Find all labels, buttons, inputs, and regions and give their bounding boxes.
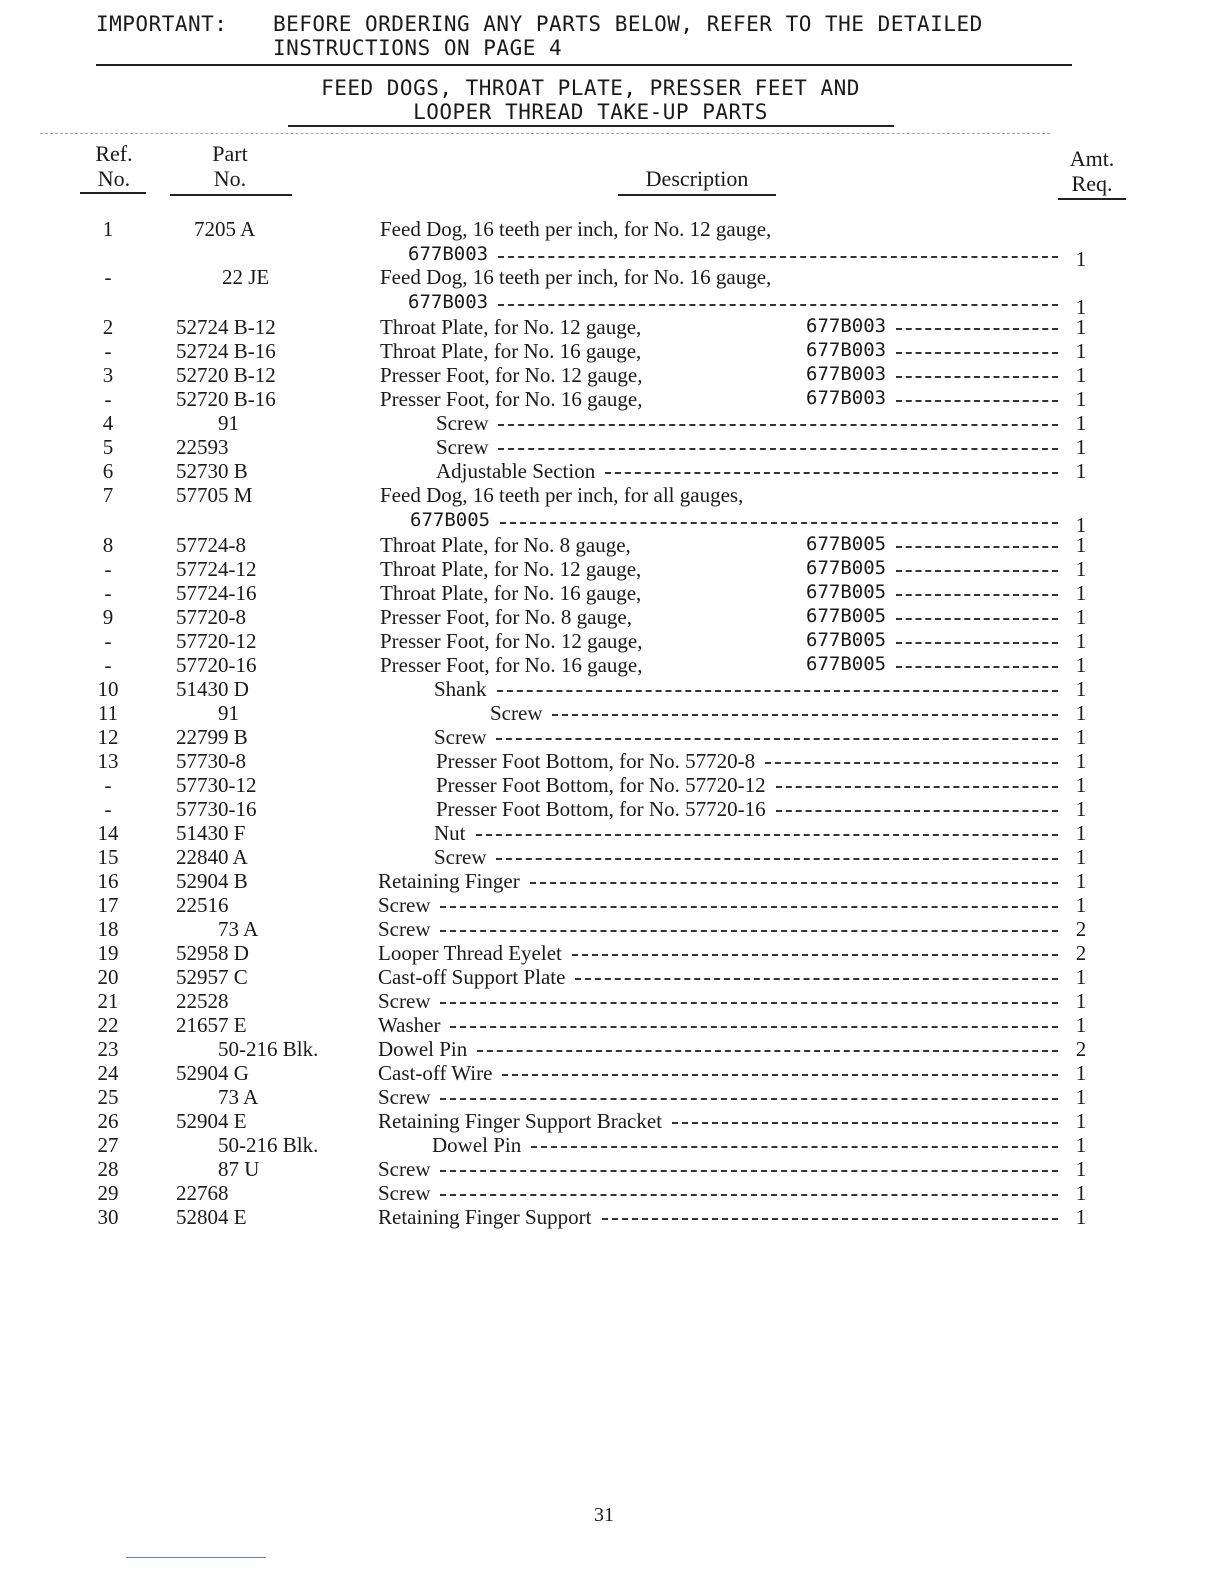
part-number: 52730 B [176,459,248,483]
important-label: IMPORTANT: [96,12,228,36]
description: Cast-off Support Plate [378,965,566,989]
amount-required: 1 [1075,1181,1087,1205]
dot-leader [496,845,1058,869]
amount-required: 1 [1075,1013,1087,1037]
dot-leader [497,677,1058,701]
ref-number: 3 [102,363,114,387]
drawing-code: 677B005 [806,557,887,579]
drawing-code: 677B005 [806,605,887,627]
description: Dowel Pin [378,1037,468,1061]
description: Dowel Pin [432,1133,522,1157]
dot-leader [500,509,1058,533]
table-row [0,315,1224,339]
amount-required: 1 [1075,1109,1087,1133]
amount-required: 1 [1075,363,1087,387]
ref-number: - [104,339,112,363]
part-number: 51430 D [176,677,249,701]
drawing-code: 677B005 [806,629,887,651]
description: Screw [378,989,431,1013]
ref-header-line-2: No. [97,166,131,191]
amount-required: 1 [1075,435,1087,459]
table-row [0,605,1224,629]
scan-edge-mark [126,1557,266,1558]
table-row [0,1133,1224,1157]
dot-leader [498,435,1058,459]
table-row [0,509,1224,537]
part-number: 22528 [176,989,229,1013]
amount-required: 1 [1075,315,1087,339]
amount-required: 1 [1075,411,1087,435]
table-row [0,1013,1224,1037]
table-row [0,435,1224,459]
amount-required: 1 [1075,653,1087,677]
ref-number: 15 [97,845,119,869]
part-number: 57705 M [176,483,253,507]
dot-leader [440,893,1058,917]
description: Screw [436,435,489,459]
ref-number: 11 [97,701,119,725]
part-header-line-2: No. [213,166,247,191]
part-number: 57730-12 [176,773,257,797]
part-number: 52904 E [176,1109,247,1133]
description: Screw [490,701,543,725]
section-title-line-1: FEED DOGS, THROAT PLATE, PRESSER FEET AND [321,76,860,100]
dot-leader [477,1037,1058,1061]
amount-required: 2 [1075,941,1087,965]
dot-leader [765,749,1058,773]
description: 677B003 [408,243,489,265]
amount-required: 1 [1075,989,1087,1013]
dot-leader [476,821,1058,845]
dot-leader [572,941,1058,965]
part-number: 57730-8 [176,749,246,773]
part-number: 57720-8 [176,605,246,629]
description: Looper Thread Eyelet [378,941,562,965]
dot-leader [605,459,1058,483]
ref-number: 6 [102,459,114,483]
ref-number: 20 [97,965,119,989]
dot-leader [496,725,1058,749]
description: Throat Plate, for No. 12 gauge, [380,557,642,581]
description: Screw [378,917,431,941]
description: Screw [436,411,489,435]
dot-leader [896,387,1058,411]
table-row [0,265,1224,289]
ref-number: 2 [102,315,114,339]
amount-required: 1 [1075,821,1087,845]
dot-leader [440,989,1058,1013]
amount-required: 1 [1075,749,1087,773]
ref-number: 17 [97,893,119,917]
amount-required: 1 [1075,869,1087,893]
part-number: 73 A [218,917,259,941]
table-row [0,701,1224,725]
table-row [0,965,1224,989]
table-row [0,557,1224,581]
table-row [0,1085,1224,1109]
amount-required: 1 [1075,1061,1087,1085]
table-row [0,989,1224,1013]
part-number: 52724 B-12 [176,315,276,339]
table-row [0,411,1224,435]
amount-required: 1 [1075,1157,1087,1181]
important-line-2: INSTRUCTIONS ON PAGE 4 [273,36,563,60]
amount-required: 1 [1075,629,1087,653]
dot-leader [776,797,1058,821]
amount-required: 1 [1075,893,1087,917]
table-row [0,217,1224,241]
description: Screw [378,893,431,917]
amount-required: 1 [1075,1085,1087,1109]
table-row [0,1157,1224,1181]
section-title-line-2: LOOPER THREAD TAKE-UP PARTS [413,100,768,124]
ref-number: 8 [102,533,114,557]
dot-leader [531,1133,1058,1157]
amount-required: 1 [1075,459,1087,483]
part-number: 52904 B [176,869,248,893]
ref-number: 7 [102,483,114,507]
table-row [0,845,1224,869]
amount-required: 1 [1075,965,1087,989]
description: Adjustable Section [436,459,596,483]
table-row [0,581,1224,605]
part-number: 52724 B-16 [176,339,276,363]
dot-leader [502,1061,1058,1085]
dot-leader [896,315,1058,339]
amount-required: 1 [1075,701,1087,725]
ref-number: - [104,387,112,411]
part-number: 87 U [218,1157,260,1181]
dot-leader [896,363,1058,387]
part-number: 52804 E [176,1205,247,1229]
amt-header-line-2: Req. [1071,171,1113,196]
amount-required: 1 [1075,295,1087,319]
part-number: 7205 A [194,217,256,241]
ref-number: 19 [97,941,119,965]
table-row [0,387,1224,411]
dot-leader [896,653,1058,677]
description: Presser Foot, for No. 12 gauge, [380,363,643,387]
description: Retaining Finger Support [378,1205,592,1229]
table-row [0,773,1224,797]
ref-number: 21 [97,989,119,1013]
description: Presser Foot, for No. 12 gauge, [380,629,643,653]
part-number: 91 [218,701,239,725]
dot-leader [440,1157,1058,1181]
part-number: 50-216 Blk. [218,1037,319,1061]
important-line-1: BEFORE ORDERING ANY PARTS BELOW, REFER TO THE DETAILED [273,12,983,36]
description: Presser Foot, for No. 16 gauge, [380,653,643,677]
amount-required: 1 [1075,725,1087,749]
table-row [0,459,1224,483]
ref-number: 1 [102,217,114,241]
dot-leader [498,411,1058,435]
description: Presser Foot, for No. 8 gauge, [380,605,632,629]
table-row [0,1205,1224,1229]
ref-number: 27 [97,1133,119,1157]
ref-number: - [104,797,112,821]
amount-required: 1 [1075,339,1087,363]
table-row [0,1109,1224,1133]
part-number: 22593 [176,435,229,459]
amt-header-line-1: Amt. [1069,146,1115,171]
dot-leader [498,243,1058,267]
amount-required: 1 [1075,1133,1087,1157]
table-row [0,821,1224,845]
description: Presser Foot, for No. 16 gauge, [380,387,643,411]
ref-number: 30 [97,1205,119,1229]
description: Screw [378,1085,431,1109]
ref-number: 25 [97,1085,119,1109]
description: Throat Plate, for No. 16 gauge, [380,581,642,605]
description: Retaining Finger [378,869,520,893]
part-number: 22768 [176,1181,229,1205]
dot-leader [602,1205,1058,1229]
table-row [0,677,1224,701]
dot-leader [896,629,1058,653]
drawing-code: 677B003 [806,363,887,385]
ref-number: 18 [97,917,119,941]
table-row [0,291,1224,319]
description: Feed Dog, 16 teeth per inch, for No. 16 gauge, [380,265,772,289]
part-number: 52720 B-12 [176,363,276,387]
dot-leader [440,917,1058,941]
description: Cast-off Wire [378,1061,493,1085]
table-row [0,725,1224,749]
dot-leader [440,1181,1058,1205]
dot-leader [672,1109,1058,1133]
amount-required: 1 [1075,677,1087,701]
table-row [0,483,1224,507]
table-row [0,797,1224,821]
ref-header-line-1: Ref. [95,141,133,166]
part-number: 52958 D [176,941,249,965]
dot-leader [896,581,1058,605]
description: Feed Dog, 16 teeth per inch, for No. 12 gauge, [380,217,772,241]
table-row [0,653,1224,677]
description: Feed Dog, 16 teeth per inch, for all gauges, [380,483,744,507]
amount-required: 1 [1075,513,1087,537]
part-number: 21657 E [176,1013,247,1037]
table-row [0,917,1224,941]
drawing-code: 677B005 [806,653,887,675]
table-row [0,893,1224,917]
ref-number: 13 [97,749,119,773]
part-number: 73 A [218,1085,259,1109]
amount-required: 1 [1075,533,1087,557]
description: Throat Plate, for No. 8 gauge, [380,533,631,557]
table-row [0,629,1224,653]
description: Washer [378,1013,441,1037]
ref-number: - [104,773,112,797]
drawing-code: 677B003 [806,387,887,409]
table-row [0,1037,1224,1061]
amount-required: 1 [1075,557,1087,581]
description: Throat Plate, for No. 12 gauge, [380,315,642,339]
part-number: 50-216 Blk. [218,1133,319,1157]
ref-number: 16 [97,869,119,893]
drawing-code: 677B005 [806,533,887,555]
description: Presser Foot Bottom, for No. 57720-12 [436,773,766,797]
part-number: 57720-16 [176,653,257,677]
dot-leader [498,291,1058,315]
dot-leader [530,869,1058,893]
part-number: 52720 B-16 [176,387,276,411]
amount-required: 1 [1075,387,1087,411]
description: Throat Plate, for No. 16 gauge, [380,339,642,363]
ref-number: - [104,557,112,581]
ref-number: 4 [102,411,114,435]
table-row [0,243,1224,271]
description: Nut [434,821,466,845]
part-number: 57724-8 [176,533,246,557]
ref-number: - [104,265,112,289]
ref-number: 12 [97,725,119,749]
ref-number: 22 [97,1013,119,1037]
dot-leader [896,339,1058,363]
ref-number: 23 [97,1037,119,1061]
description-header-text: Description [645,166,749,191]
amount-required: 1 [1075,581,1087,605]
dot-leader [776,773,1058,797]
ref-number: 9 [102,605,114,629]
table-row [0,533,1224,557]
part-header-line-1: Part [212,141,248,166]
dot-leader [896,533,1058,557]
page-number: 31 [594,1504,614,1526]
amount-required: 2 [1075,917,1087,941]
description: Screw [434,725,487,749]
description: Screw [378,1157,431,1181]
ref-number: - [104,581,112,605]
drawing-code: 677B003 [806,339,887,361]
description: Screw [378,1181,431,1205]
description: Presser Foot Bottom, for No. 57720-8 [436,749,756,773]
part-number: 52904 G [176,1061,249,1085]
part-number: 57720-12 [176,629,257,653]
ref-number: 28 [97,1157,119,1181]
part-number: 57724-16 [176,581,257,605]
description: Presser Foot Bottom, for No. 57720-16 [436,797,766,821]
part-number: 22516 [176,893,229,917]
dot-leader [896,557,1058,581]
dot-leader [552,701,1058,725]
ref-number: 29 [97,1181,119,1205]
part-number: 57724-12 [176,557,257,581]
part-number: 22 JE [222,265,270,289]
amount-required: 2 [1075,1037,1087,1061]
dot-leader [440,1085,1058,1109]
table-row [0,1181,1224,1205]
table-row [0,1061,1224,1085]
part-number: 57730-16 [176,797,257,821]
amount-required: 1 [1075,605,1087,629]
description: 677B003 [408,291,489,313]
table-row [0,941,1224,965]
description: Shank [434,677,487,701]
drawing-code: 677B003 [806,315,887,337]
ref-number: - [104,653,112,677]
part-number: 51430 F [176,821,246,845]
amount-required: 1 [1075,773,1087,797]
part-number: 52957 C [176,965,248,989]
amount-required: 1 [1075,845,1087,869]
ref-number: 10 [97,677,119,701]
description: Retaining Finger Support Bracket [378,1109,663,1133]
amount-required: 1 [1075,1205,1087,1229]
ref-number: - [104,629,112,653]
drawing-code: 677B005 [806,581,887,603]
description: Screw [434,845,487,869]
amount-required: 1 [1075,797,1087,821]
amount-required: 1 [1075,247,1087,271]
part-number: 91 [218,411,239,435]
ref-number: 24 [97,1061,119,1085]
part-number: 22840 A [176,845,248,869]
dot-leader [450,1013,1058,1037]
dot-leader [896,605,1058,629]
table-row [0,749,1224,773]
part-number: 22799 B [176,725,248,749]
ref-number: 26 [97,1109,119,1133]
dot-leader [575,965,1058,989]
description: 677B005 [410,509,491,531]
table-row [0,869,1224,893]
ref-number: 14 [97,821,119,845]
table-row [0,363,1224,387]
ref-number: 5 [102,435,114,459]
table-row [0,339,1224,363]
